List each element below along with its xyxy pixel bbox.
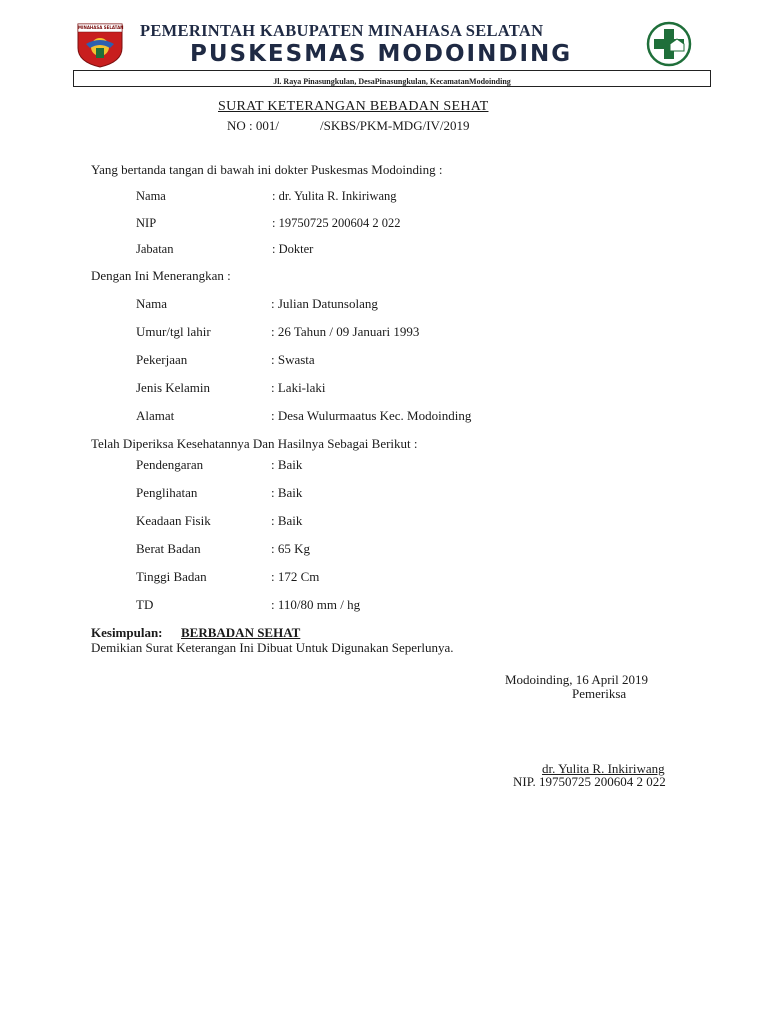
conclusion-value: BERBADAN SEHAT [181,625,301,640]
doctor-name-label: Nama [136,189,166,203]
doctor-nip-label: NIP [136,216,157,230]
exam-vision-value: : Baik [271,485,303,500]
address-box [73,70,711,87]
exam-height-label: Tinggi Badan [136,569,207,584]
exam-height-value: : 172 Cm [271,569,320,584]
patient-address-value: : Desa Wulurmaatus Kec. Modoinding [271,408,472,423]
letter-title: SURAT KETERANGAN BEBADAN SEHAT [218,99,489,114]
address-text: Jl. Raya Pinasungkulan, DesaPinasungkulan, KecamatanModoinding [273,77,511,86]
patient-sex-value: : Laki-laki [271,380,326,395]
exam-weight-label: Berat Badan [136,541,201,556]
exam-bp-label: TD [136,597,154,612]
patient-address-label: Alamat [136,408,175,423]
exam-vision-label: Penglihatan [136,485,198,500]
signer-nip: NIP. 19750725 200604 2 022 [513,774,666,789]
letter-number-prefix: NO : 001/ [227,118,279,133]
patient-sex-label: Jenis Kelamin [136,380,211,395]
patient-job-value: : Swasta [271,352,315,367]
regency-logo-caption: MINAHASA SELATAN [78,25,124,30]
doctor-nip-value: : 19750725 200604 2 022 [272,216,401,230]
exam-heading: Telah Diperiksa Kesehatannya Dan Hasilnya Sebagai Berikut : [91,436,418,451]
doctor-position-value: : Dokter [272,242,314,256]
exam-bp-value: : 110/80 mm / hg [271,597,361,612]
signer-role: Pemeriksa [572,686,627,701]
closing-text: Demikian Surat Keterangan Ini Dibuat Untuk Digunakan Seperlunya. [91,640,454,655]
exam-physical-value: : Baik [271,513,303,528]
government-name: PEMERINTAH KABUPATEN MINAHASA SELATAN [140,21,544,40]
patient-job-label: Pekerjaan [136,352,188,367]
patient-name-label: Nama [136,296,168,311]
intro-text: Yang bertanda tangan di bawah ini dokter Puskesmas Modoinding : [91,162,443,177]
exam-physical-label: Keadaan Fisik [136,513,211,528]
organization-name: PUSKESMAS MODOINDING [190,41,573,67]
declare-heading: Dengan Ini Menerangkan : [91,268,231,283]
exam-weight-value: : 65 Kg [271,541,310,556]
doctor-name-value: : dr. Yulita R. Inkiriwang [272,189,397,203]
puskesmas-logo [646,21,692,67]
exam-hearing-value: : Baik [271,457,303,472]
place-date: Modoinding, 16 April 2019 [505,672,649,687]
letter-number-suffix: /SKBS/PKM-MDG/IV/2019 [320,118,470,133]
conclusion-label: Kesimpulan: [91,625,163,640]
patient-age-label: Umur/tgl lahir [136,324,211,339]
signer-name: dr. Yulita R. Inkiriwang [542,761,665,776]
exam-hearing-label: Pendengaran [136,457,204,472]
patient-age-value: : 26 Tahun / 09 Januari 1993 [271,324,420,339]
doctor-position-label: Jabatan [136,242,174,256]
patient-name-value: : Julian Datunsolang [271,296,378,311]
